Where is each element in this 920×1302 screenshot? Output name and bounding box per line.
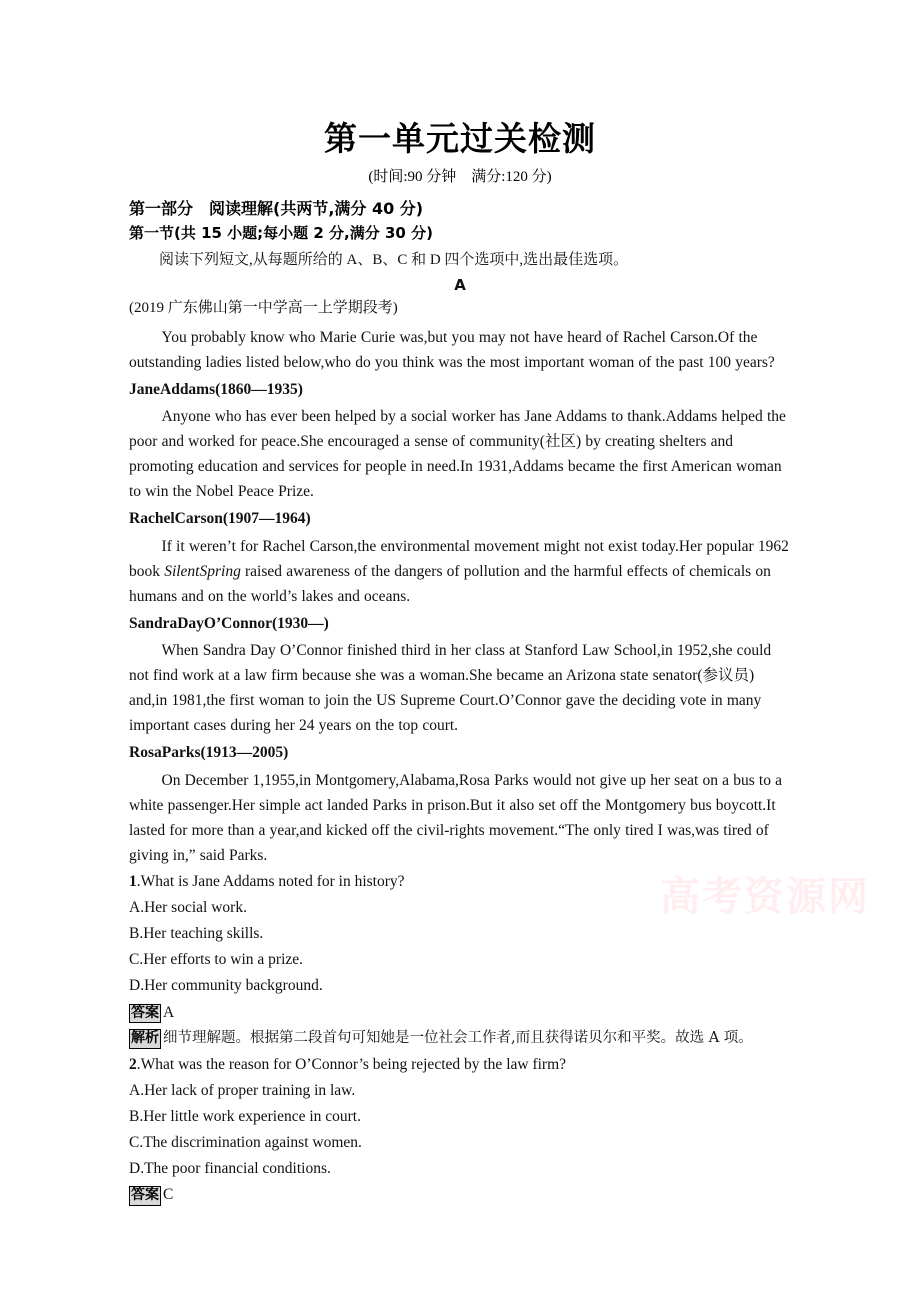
page-title: 第一单元过关检测 [324,119,596,158]
exam-meta-line: (时间:90 分钟 满分:120 分) [368,169,552,186]
question-2-stem: .What was the reason for O’Connor’s being rejected by the law firm? [136,1055,567,1073]
question-2-option-a[interactable]: A.Her lack of proper training in law. [129,1081,356,1099]
person-heading-rachel-carson: RachelCarson(1907—1964) [129,510,311,528]
question-1-answer-line [129,999,791,1026]
part-one-subheading: 第一节(共 15 小题;每小题 2 分,满分 30 分) [129,224,433,243]
carson-text-before-title: If it weren’t for Rachel Carson,the environmental movement might not exist today.Her popular 1962 book [129,537,789,580]
answer-tag-badge: 答案 [129,1186,161,1205]
passage-intro-paragraph: You probably know who Marie Curie was,but you may not have heard of Rachel Carson.Of the outstanding ladies listed below,who do you think was the most important woman of the past 100 years? [129,328,775,371]
question-1 [129,868,791,894]
part-one-instruction: 阅读下列短文,从每题所给的 A、B、C 和 D 四个选项中,选出最佳选项。 [159,252,629,269]
question-2-answer-value: C [163,1186,174,1204]
question-1-analysis-line [129,1025,791,1050]
watermark-text: 高考资源网 [660,874,870,920]
question-1-answer-value: A [163,1003,175,1021]
question-1-option-b[interactable]: B.Her teaching skills. [129,925,264,943]
passage-source: (2019 广东佛山第一中学高一上学期段考) [129,300,398,317]
answer-tag-badge: 答案 [129,1004,161,1023]
question-2-option-c[interactable]: C.The discrimination against women. [129,1134,362,1152]
passage-label-a: A [454,276,466,295]
question-1-stem: .What is Jane Addams noted for in history? [136,872,405,890]
carson-text-after-title: raised awareness of the dangers of pollution and the harmful effects of chemicals on humans and on the world’s lakes and oceans. [129,562,771,605]
question-1-option-a[interactable]: A.Her social work. [129,899,247,917]
part-one-heading: 第一部分 阅读理解(共两节,满分 40 分) [129,199,424,219]
person-paragraph-jane-addams: Anyone who has ever been helped by a social worker has Jane Addams to thank.Addams helped the poor and worked for peace.She encouraged a sense of community(社区) by creating shelters and promoting education and services for people in need.In 1931,Addams became the first American woman to win the Nobel Peace Prize. [129,408,786,501]
person-paragraph-rachel-carson [129,532,791,609]
question-2-option-d[interactable]: D.The poor financial conditions. [129,1160,331,1178]
question-2-option-b[interactable]: B.Her little work experience in court. [129,1108,361,1126]
person-paragraph-sandra-day-oconnor: When Sandra Day O’Connor finished third in her class at Stanford Law School,in 1952,she could not find work at a law firm because she was a woman.She became an Arizona state senator(参议员) and,in 1981,the first woman to join the US Supreme Court.O’Connor gave the deciding vote in many important cases during her 24 years on the top court. [129,642,772,735]
question-2-answer-line [129,1181,791,1208]
question-1-number: 1 [129,872,137,890]
question-2-number: 2 [129,1055,137,1073]
question-2 [129,1051,791,1077]
book-title-silent-spring: SilentSpring [164,562,241,580]
document-content [129,0,791,1208]
question-1-analysis-text: 细节理解题。根据第二段首句可知她是一位社会工作者,而且获得诺贝尔和平奖。故选 A 项。 [163,1030,753,1047]
person-paragraph-rosa-parks: On December 1,1955,in Montgomery,Alabama,Rosa Parks would not give up her seat on a bus to a white passenger.Her simple act landed Parks in prison.But it also set off the Montgomery bus boycott.It lasted for more than a year,and kicked off the civil-rights movement.“The only tired I was,was tired of giving in,” said Parks. [129,771,783,864]
person-heading-rosa-parks: RosaParks(1913—2005) [129,744,289,762]
person-heading-sandra-day-oconnor: SandraDayO’Connor(1930—) [129,614,329,632]
question-1-option-d[interactable]: D.Her community background. [129,977,323,995]
analysis-tag-badge: 解析 [129,1029,161,1048]
question-1-option-c[interactable]: C.Her efforts to win a prize. [129,951,304,969]
person-heading-jane-addams: JaneAddams(1860—1935) [129,380,303,398]
